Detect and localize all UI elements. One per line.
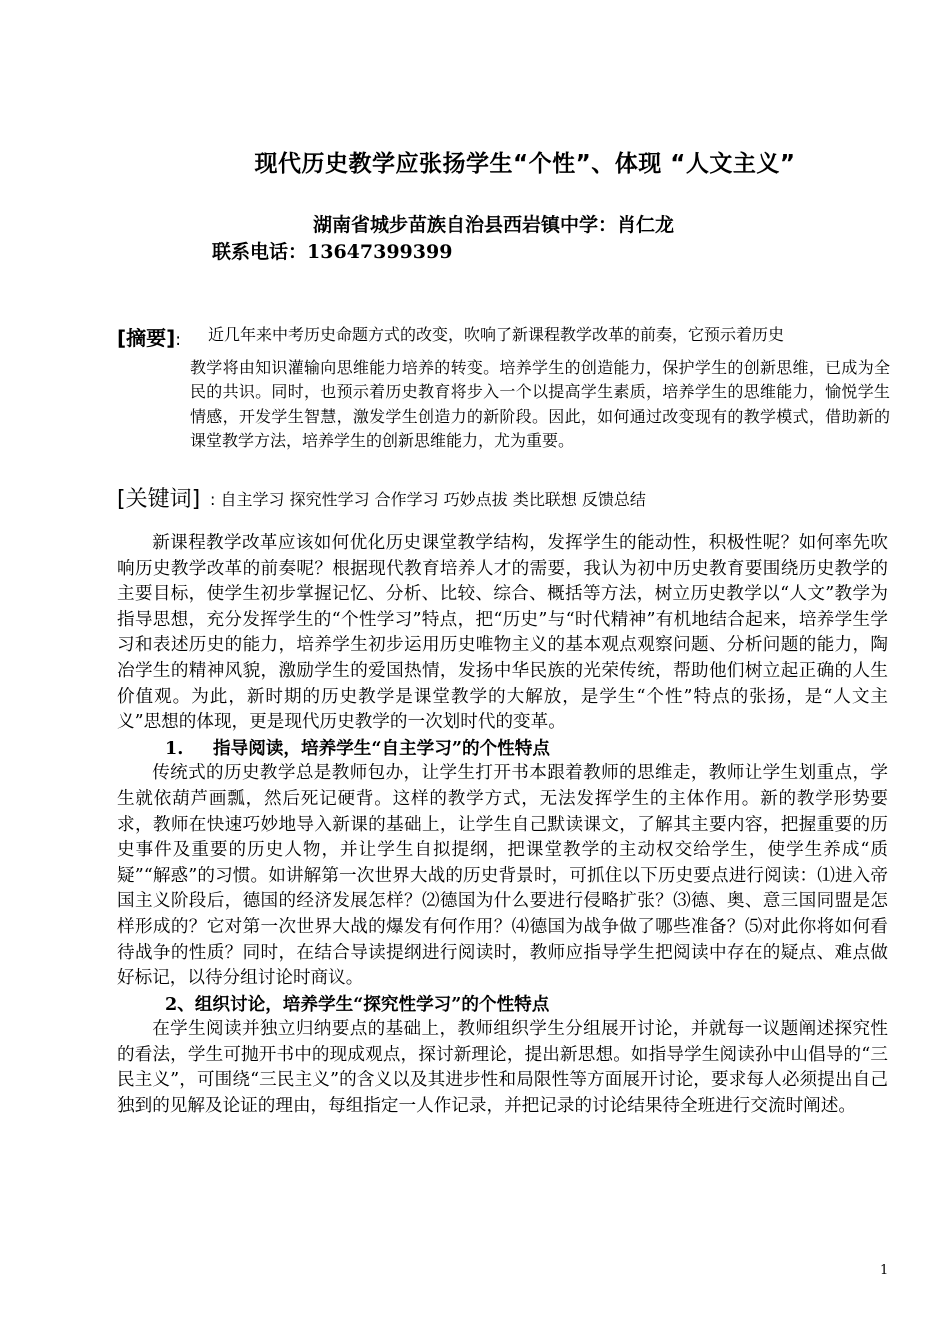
keywords-text: : 自主学习 探究性学习 合作学习 巧妙点拔 类比联想 反馈总结 [210,490,646,509]
section1-title: 指导阅读，培养学生“自主学习”的个性特点 [213,737,550,759]
section2-heading: 2、组织讨论，培养学生“探究性学习”的个性特点 [165,993,550,1015]
abstract-rest: 教学将由知识灌输向思维能力培养的转变。培养学生的创造能力，保护学生的创新思维，已成为全民的共识。同时，也预示着历史教育将步入一个以提高学生素质，培养学生的思维能力，愉悦学生情感，开发学生智慧，激发学生创造力的新阶段。因此，如何通过改变现有的教学模式，借助新的课堂教学方法，培养学生的创新思维能力，尤为重要。 [190,357,890,451]
abstract-colon: : [175,330,182,350]
body-text [117,531,888,1120]
author-line: 湖南省城步苗族自治县西岩镇中学：肖仁龙 [313,214,675,236]
section2-paragraph: 在学生阅读并独立归纳要点的基础上，教师组织学生分组展开讨论，并就每一议题阐述探究性的看法，学生可抛开书中的现成观点，探讨新理论，提出新思想。如指导学生阅读孙中山倡导的“三民主义”，可围绕“三民主义”的含义以及其进步性和局限性等方面展开讨论，要求每人必须提出自己独到的见解及论证的理由，每组指定一人作记录，并把记录的讨论结果待全班进行交流时阐述。 [117,1019,888,1117]
keywords-label: [关键词] [117,487,201,512]
page-number: 1 [880,1263,889,1278]
abstract-label-wrap [117,322,181,351]
intro-paragraph: 新课程教学改革应该如何优化历史课堂教学结构，发挥学生的能动性，积极性呢？如何率先吹响历史教学改革的前奏呢？根据现代教育培养人才的需要，我认为初中历史教育要围绕历史教学的主要目标，使学生初步掌握记忆、分析、比较、综合、概括等方法，树立历史教学以“人文”教学为指导思想，充分发挥学生的“个性学习”特点，把“历史”与“时代精神”有机地结合起来，培养学生学习和表述历史的能力，培养学生初步运用历史唯物主义的基本观点观察问题、分析问题的能力，陶冶学生的精神风貌，激励学生的爱国热情，发扬中华民族的光荣传统，帮助他们树立起正确的人生价值观。为此，新时期的历史教学是课堂教学的大解放，是学生“个性”特点的张扬，是“人文主义”思想的体现，更是现代历史教学的一次划时代的变革。 [117,533,888,733]
abstract-first-line: 近几年来中考历史命题方式的改变，吹响了新课程教学改革的前奏，它预示着历史 [208,325,785,344]
abstract-text [190,323,890,454]
abstract-label: [摘要] [117,326,176,350]
section1-number: 1. [165,737,184,759]
phone-line: 联系电话：13647399399 [212,241,453,263]
section1-paragraph: 传统式的历史教学总是教师包办，让学生打开书本跟着教师的思维走，教师让学生划重点，学生就依葫芦画瓢，然后死记硬背。这样的教学方式，无法发挥学生的主体作用。新的教学形势要求，教师在快速巧妙地导入新课的基础上，让学生自己默读课文，了解其主要内容，把握重要的历史事件及重要的历史人物，并让学生自拟提纲，把课堂教学的主动权交给学生，使学生养成“质疑”“解惑”的习惯。如讲解第一次世界大战的历史背景时，可抓住以下历史要点进行阅读：⑴进入帝国主义阶段后，德国的经济发展怎样？⑵德国为什么要进行侵略扩张？⑶德、奥、意三国同盟是怎样形成的？它对第一次世界大战的爆发有何作用？⑷德国为战争做了哪些准备？⑸对此你将如何看待战争的性质？同时，在结合导读提纲进行阅读时，教师应指导学生把阅读中存在的疑点、难点做好标记，以待分组讨论时商议。 [117,763,888,989]
page-title: 现代历史教学应张扬学生“个性”、体现 “人文主义” [254,151,796,177]
section1-heading [117,736,888,762]
